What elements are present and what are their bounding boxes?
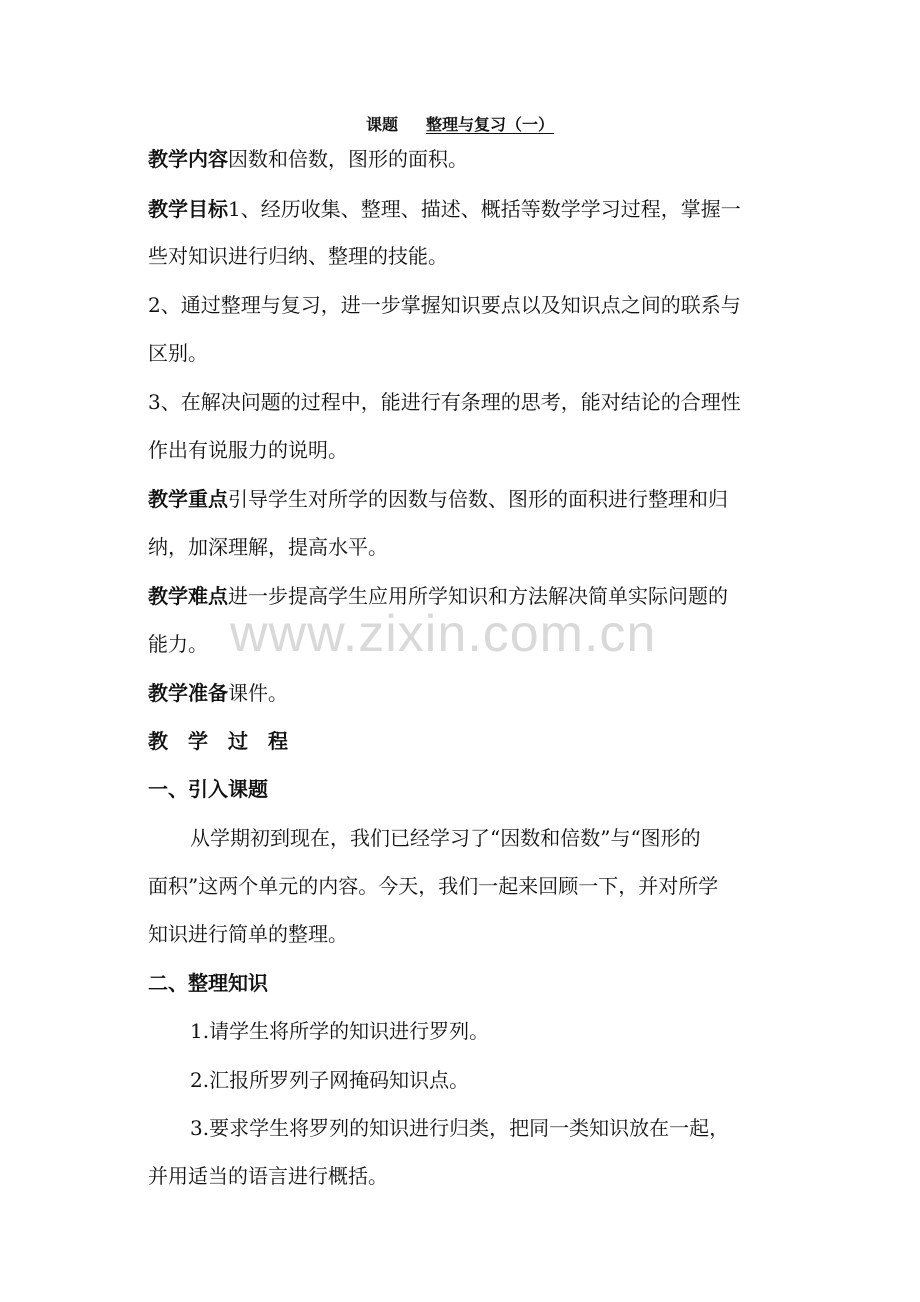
key-points-text-1: 引导学生对所学的因数与倍数、图形的面积进行整理和归	[228, 487, 728, 511]
objectives-line-3: 2、通过整理与复习，进一步掌握知识要点以及知识点之间的联系与	[148, 293, 741, 317]
preparation-label: 教学准备	[148, 681, 228, 705]
section-2-item-3-line-2: 并用适当的语言进行概括。	[148, 1164, 388, 1188]
section-2-heading: 二、整理知识	[148, 971, 268, 995]
section-1-line-3: 知识进行简单的整理。	[148, 922, 348, 946]
title-label: 课题	[365, 115, 398, 134]
preparation-text: 课件。	[228, 681, 288, 705]
objectives-label: 教学目标	[148, 197, 228, 221]
content-text: 因数和倍数，图形的面积。	[228, 147, 468, 171]
objectives-line-4: 区别。	[148, 341, 208, 365]
process-heading: 教学过程	[148, 729, 308, 753]
section-1-line-2: 面积”这两个单元的内容。今天，我们一起来回顾一下，并对所学	[148, 874, 719, 898]
section-2-item-3-line-1: 3.要求学生将罗列的知识进行归类，把同一类知识放在一起，	[190, 1116, 730, 1140]
section-2-item-1: 1.请学生将所学的知识进行罗列。	[190, 1019, 490, 1043]
objectives-line-6: 作出有说服力的说明。	[148, 438, 348, 462]
content-line	[148, 145, 788, 173]
lesson-title	[0, 112, 920, 135]
objectives-line-5: 3、在解决问题的过程中，能进行有条理的思考，能对结论的合理性	[148, 390, 741, 414]
objectives-line-1	[148, 195, 788, 223]
difficulties-label: 教学难点	[148, 584, 228, 608]
difficulties-text-1: 进一步提高学生应用所学知识和方法解决简单实际问题的	[228, 584, 728, 608]
key-points-label: 教学重点	[148, 487, 228, 511]
key-points-line-2: 纳，加深理解，提高水平。	[148, 535, 388, 559]
title-text: 整理与复习（一）	[426, 115, 555, 134]
objectives-line-2: 些对知识进行归纳、整理的技能。	[148, 244, 448, 268]
section-1-line-1: 从学期初到现在，我们已经学习了“因数和倍数”与“图形的	[190, 826, 701, 850]
section-1-heading: 一、引入课题	[148, 777, 268, 801]
preparation-line	[148, 679, 788, 707]
content-label: 教学内容	[148, 147, 228, 171]
section-2-item-2: 2.汇报所罗列子网掩码知识点。	[190, 1068, 470, 1092]
key-points-line-1	[148, 485, 788, 513]
objectives-text-1: 1、经历收集、整理、描述、概括等数学学习过程，掌握一	[228, 197, 741, 221]
difficulties-line-2: 能力。	[148, 632, 208, 656]
watermark: www.zixin.com.cn	[230, 605, 657, 663]
